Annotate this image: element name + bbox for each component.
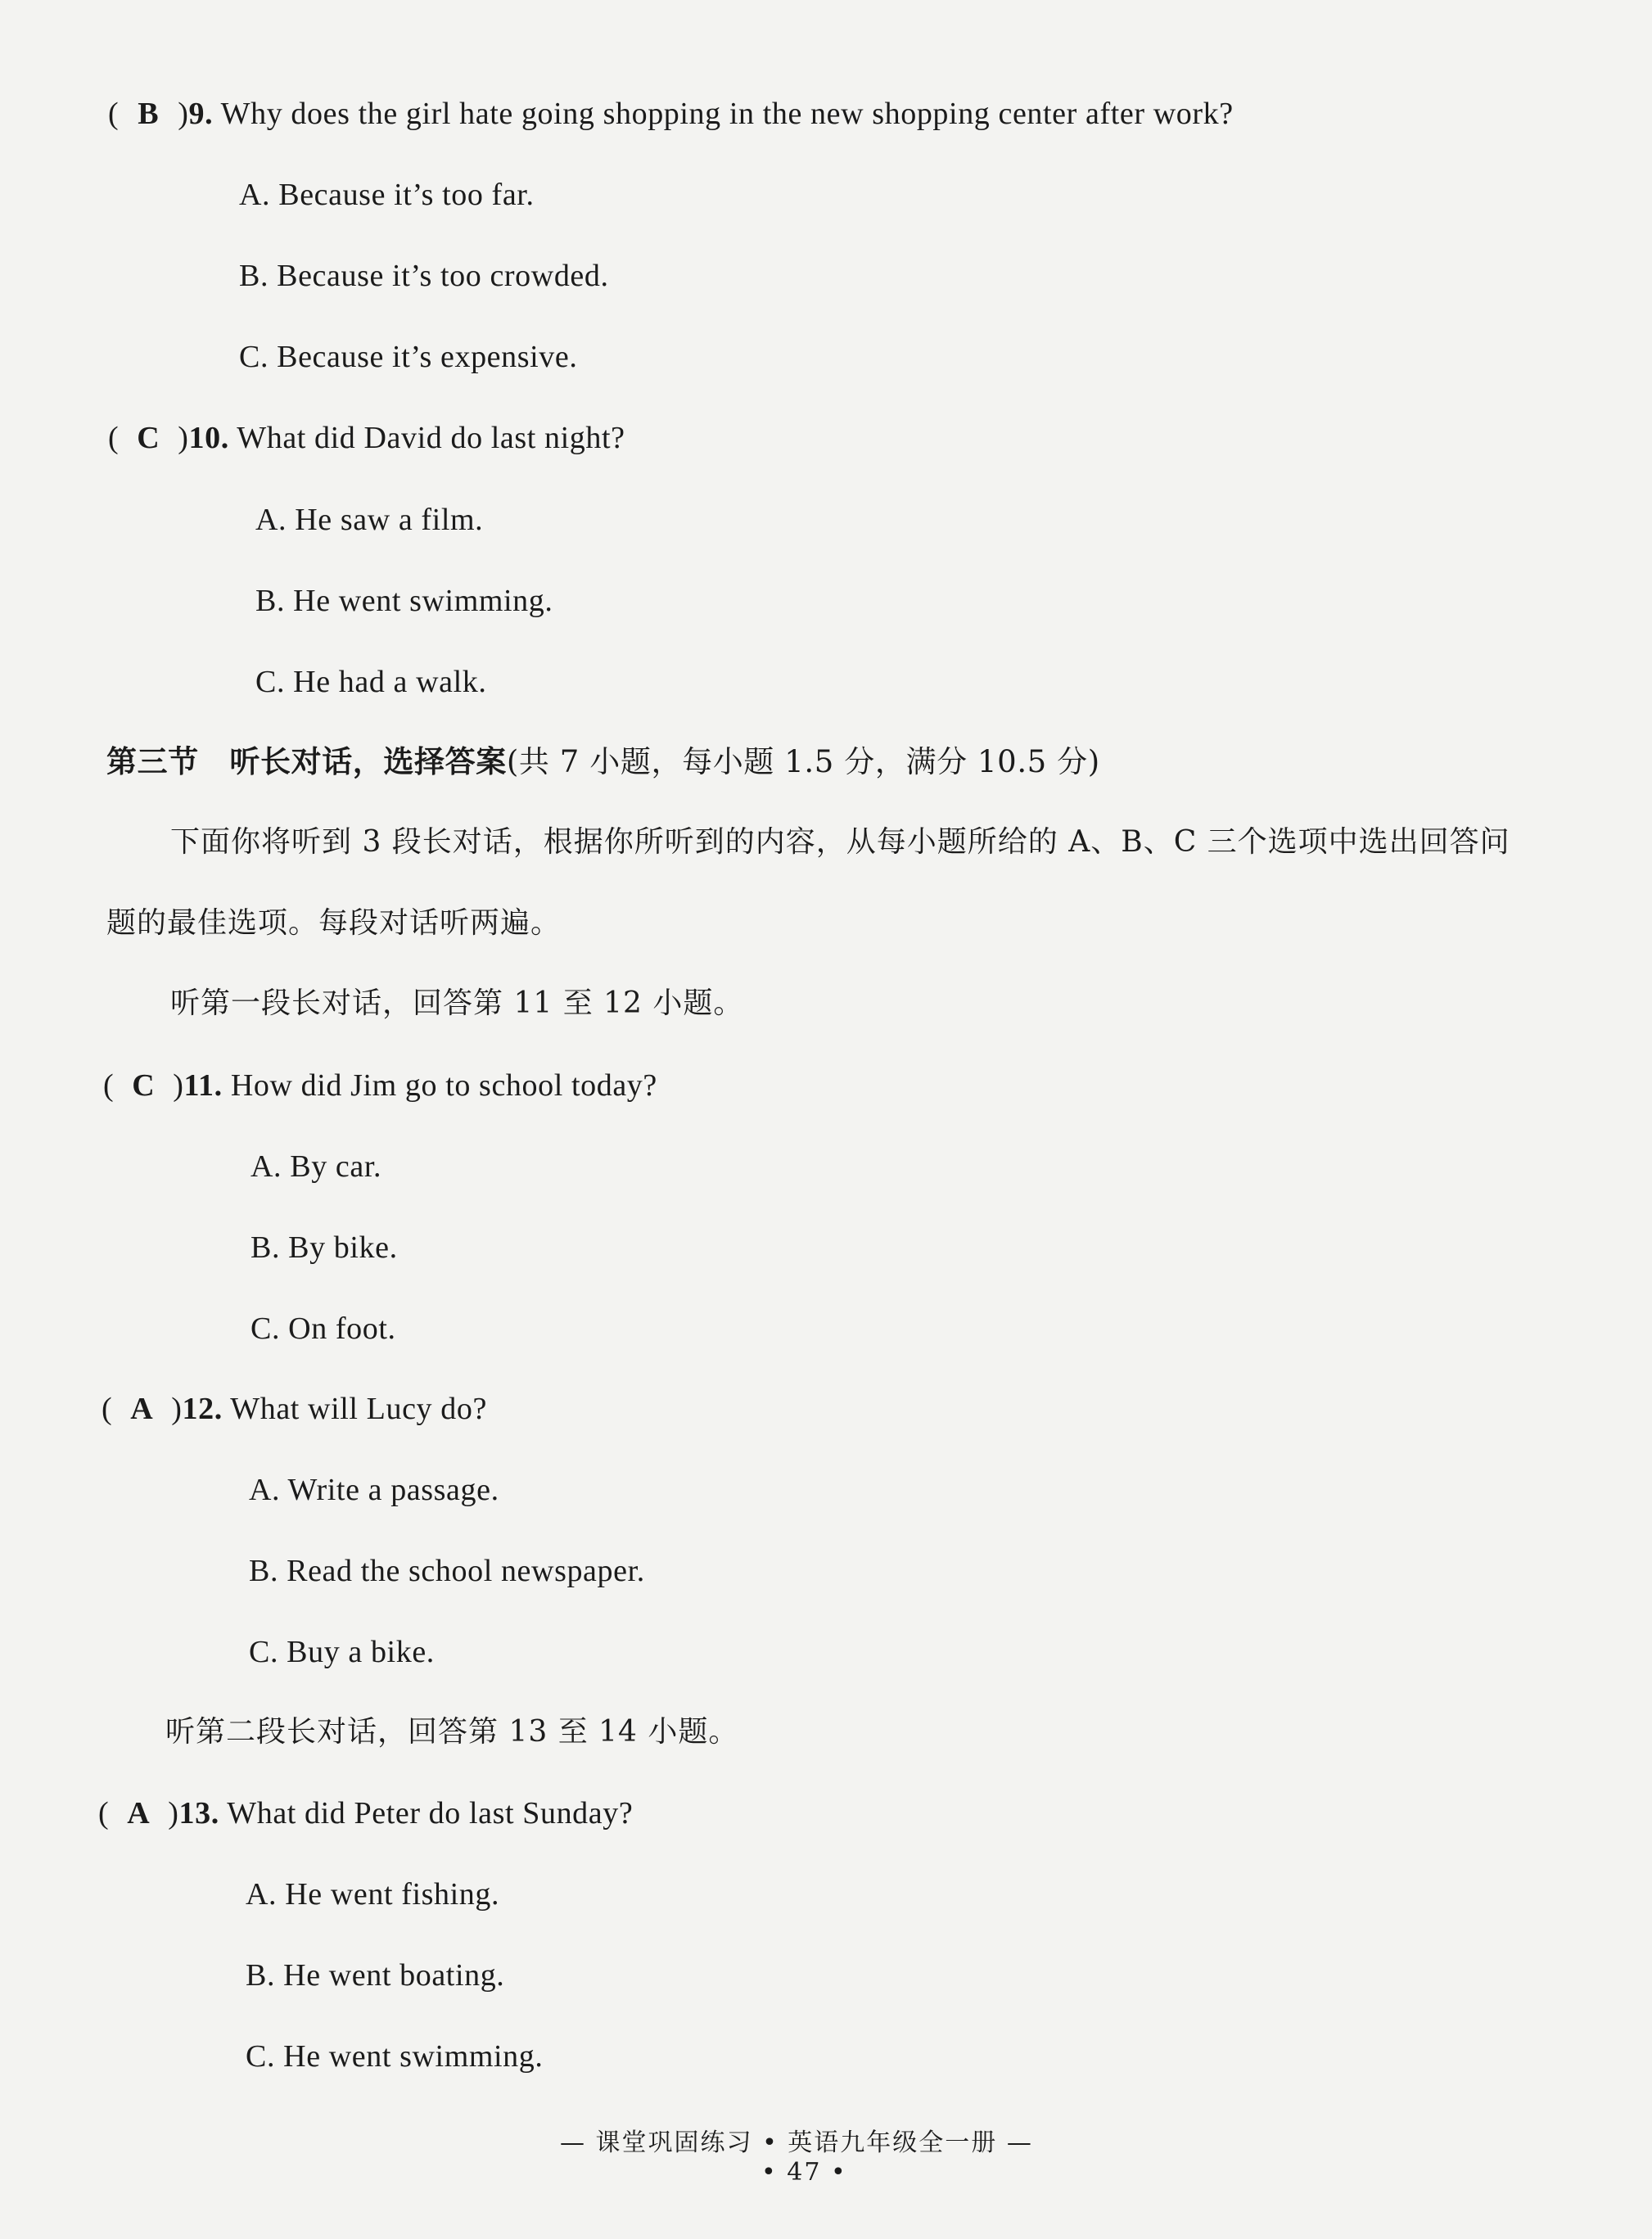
dialogue-1-instruction: 听第一段长对话，回答第 11 至 12 小题。 xyxy=(170,986,744,1020)
question-number: 9. xyxy=(188,97,214,131)
answer-label: A xyxy=(127,1796,151,1830)
section-instruction-line1: 下面你将听到 3 段长对话，根据你所听到的内容，从每小题所给的 A、B、C 三个选项中选出回答问 xyxy=(170,825,1510,859)
book-title-footer: — 课堂巩固练习 • 英语九年级全一册 — xyxy=(560,2128,1033,2157)
open-paren: ( xyxy=(103,1068,115,1103)
question-12 xyxy=(102,1393,487,1424)
option-c: C. Buy a bike. xyxy=(249,1635,435,1669)
question-10 xyxy=(108,422,625,454)
question-9 xyxy=(108,98,1234,129)
open-paren: ( xyxy=(98,1796,110,1830)
close-paren: ) xyxy=(178,421,189,455)
question-text: What did Peter do last Sunday? xyxy=(219,1796,634,1830)
option-b: B. Read the school newspaper. xyxy=(249,1554,645,1588)
answer-label: C xyxy=(132,1068,156,1103)
option-b: B. He went boating. xyxy=(246,1958,505,1993)
answer-label: C xyxy=(137,421,160,455)
question-number: 12. xyxy=(182,1392,223,1426)
page-number: • 47 • xyxy=(761,2158,847,2187)
section-instruction-line2: 题的最佳选项。每段对话听两遍。 xyxy=(106,906,562,940)
question-text: Why does the girl hate going shopping in the new shopping center after work? xyxy=(213,97,1234,131)
option-c: C. Because it’s expensive. xyxy=(239,340,578,374)
section-header xyxy=(106,744,1100,779)
question-13 xyxy=(98,1798,633,1829)
question-text: What did David do last night? xyxy=(228,421,625,455)
open-paren: ( xyxy=(108,421,120,455)
option-a: A. Because it’s too far. xyxy=(239,178,535,212)
section-title: 第三节 听长对话，选择答案 xyxy=(106,744,507,779)
close-paren: ) xyxy=(178,97,189,131)
option-a: A. By car. xyxy=(251,1149,382,1184)
close-paren: ) xyxy=(171,1392,183,1426)
open-paren: ( xyxy=(102,1392,113,1426)
option-b: B. He went swimming. xyxy=(255,584,553,618)
close-paren: ) xyxy=(168,1796,179,1830)
question-11 xyxy=(103,1070,657,1101)
option-b: B. By bike. xyxy=(251,1230,398,1265)
question-number: 13. xyxy=(178,1796,219,1830)
option-b: B. Because it’s too crowded. xyxy=(239,259,609,293)
answer-label: B xyxy=(138,97,160,131)
option-c: C. He went swimming. xyxy=(246,2039,544,2074)
dialogue-2-instruction: 听第二段长对话，回答第 13 至 14 小题。 xyxy=(165,1715,739,1749)
question-number: 11. xyxy=(183,1068,223,1103)
option-c: C. He had a walk. xyxy=(255,665,487,699)
section-scoring: (共 7 小题，每小题 1.5 分，满分 10.5 分) xyxy=(506,744,1100,779)
option-a: A. He went fishing. xyxy=(246,1877,500,1912)
option-a: A. Write a passage. xyxy=(249,1473,499,1507)
question-number: 10. xyxy=(188,421,229,455)
answer-label: A xyxy=(130,1392,154,1426)
question-text: What will Lucy do? xyxy=(222,1392,487,1426)
question-text: How did Jim go to school today? xyxy=(222,1068,657,1103)
close-paren: ) xyxy=(173,1068,184,1103)
option-a: A. He saw a film. xyxy=(255,503,484,537)
open-paren: ( xyxy=(108,97,120,131)
option-c: C. On foot. xyxy=(251,1311,396,1346)
